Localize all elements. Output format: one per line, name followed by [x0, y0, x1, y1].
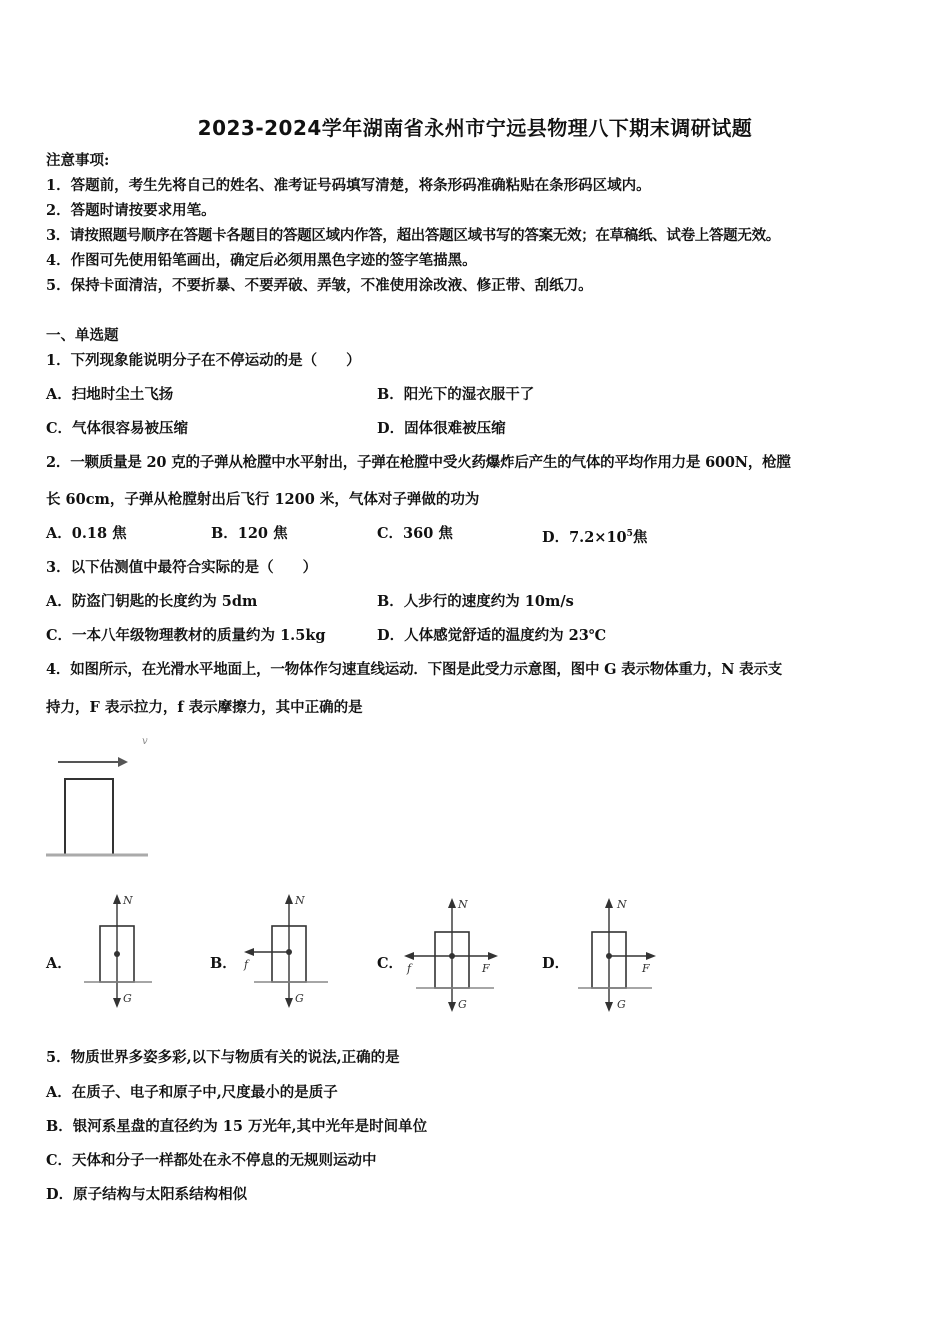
gravity-label: G — [295, 992, 304, 1005]
q5-option-c: C．天体和分子一样都处在永不停息的无规则运动中 — [46, 1152, 377, 1169]
note-item: 1．答题前，考生先将自己的姓名、准考证号码填写清楚，将条形码准确粘贴在条形码区域内。 — [46, 177, 651, 194]
page-title: 2023-2024学年湖南省永州市宁远县物理八下期末调研试题 — [197, 116, 753, 140]
q2-option-c: C．360 焦 — [377, 525, 453, 542]
q4-option-d-diagram — [572, 890, 672, 1014]
q3-option-b: B．人步行的速度约为 10m/s — [377, 593, 574, 610]
friction-label: f — [244, 958, 249, 971]
q5-option-d: D．原子结构与太阳系结构相似 — [46, 1186, 248, 1203]
q4-option-a-diagram — [80, 890, 170, 1010]
gravity-label: G — [123, 992, 132, 1005]
section-heading: 一、单选题 — [46, 327, 119, 344]
q3-option-a: A．防盗门钥匙的长度约为 5dm — [46, 593, 258, 610]
normal-force-label: N — [295, 894, 305, 907]
gravity-label: G — [458, 998, 467, 1011]
q4-option-c-label: C． — [377, 955, 404, 972]
q1-option-d: D．固体很难被压缩 — [377, 420, 506, 437]
q4-option-d-label: D． — [542, 955, 570, 972]
note-item: 4．作图可先使用铅笔画出，确定后必须用黑色字迹的签字笔描黑。 — [46, 252, 477, 269]
q2-option-d-exponent: 5 — [626, 529, 633, 539]
q2-stem-line2: 长 60cm，子弹从枪膛射出后飞行 1200 米，气体对子弹做的功为 — [46, 491, 480, 508]
q2-option-b: B．120 焦 — [211, 525, 288, 542]
q1-option-b: B．阳光下的湿衣服干了 — [377, 386, 535, 403]
q4-scene-figure — [44, 730, 164, 860]
q5-option-a: A．在质子、电子和原子中,尺度最小的是质子 — [46, 1084, 338, 1101]
normal-force-label: N — [458, 898, 468, 911]
q3-option-d: D．人体感觉舒适的温度约为 23℃ — [377, 627, 607, 644]
velocity-label: v — [142, 736, 148, 747]
q5-option-b: B．银河系星盘的直径约为 15 万光年,其中光年是时间单位 — [46, 1118, 428, 1135]
q1-option-a: A．扫地时尘土飞扬 — [46, 386, 174, 403]
q4-option-a-label: A． — [46, 955, 72, 972]
note-item: 5．保持卡面清洁，不要折暴、不要弄破、弄皱，不准使用涂改液、修正带、刮纸刀。 — [46, 277, 593, 294]
q5-stem: 5．物质世界多姿多彩,以下与物质有关的说法,正确的是 — [46, 1049, 400, 1066]
notes-heading: 注意事项: — [46, 152, 110, 169]
note-item: 2．答题时请按要求用笔。 — [46, 202, 216, 219]
q3-stem: 3．以下估测值中最符合实际的是（ ） — [46, 559, 318, 576]
q2-option-d-base: D．7.2×10 — [542, 528, 627, 546]
normal-force-label: N — [123, 894, 133, 907]
q3-option-c: C．一本八年级物理教材的质量约为 1.5kg — [46, 627, 326, 644]
gravity-label: G — [617, 998, 626, 1011]
friction-label: f — [407, 962, 412, 975]
q1-stem: 1．下列现象能说明分子在不停运动的是（ ） — [46, 352, 361, 369]
q2-option-d-unit: 焦 — [632, 528, 648, 546]
q4-option-b-label: B． — [210, 955, 237, 972]
q2-option-d — [542, 524, 647, 548]
q4-stem-line2: 持力，F 表示拉力，f 表示摩擦力，其中正确的是 — [46, 699, 363, 716]
pull-force-label: F — [482, 962, 490, 975]
q1-option-c: C．气体很容易被压缩 — [46, 420, 189, 437]
q4-option-c-diagram — [398, 890, 508, 1014]
velocity-arrowhead — [118, 757, 128, 767]
q4-stem-line1: 4．如图所示，在光滑水平地面上，一物体作匀速直线运动．下图是此受力示意图，图中 G 表示物体重力，N 表示支 — [46, 661, 783, 678]
q4-option-b-diagram — [236, 890, 336, 1010]
note-item: 3．请按照题号顺序在答题卡各题目的答题区域内作答，超出答题区域书写的答案无效；在草稿纸、试卷上答题无效。 — [46, 227, 780, 244]
q2-stem-line1: 2．一颗质量是 20 克的子弹从枪膛中水平射出，子弹在枪膛中受火药爆炸后产生的气体的平均作用力是 600N，枪膛 — [46, 454, 791, 471]
block — [65, 779, 113, 855]
q2-option-a: A．0.18 焦 — [46, 525, 127, 542]
pull-force-label: F — [642, 962, 650, 975]
normal-force-label: N — [617, 898, 627, 911]
